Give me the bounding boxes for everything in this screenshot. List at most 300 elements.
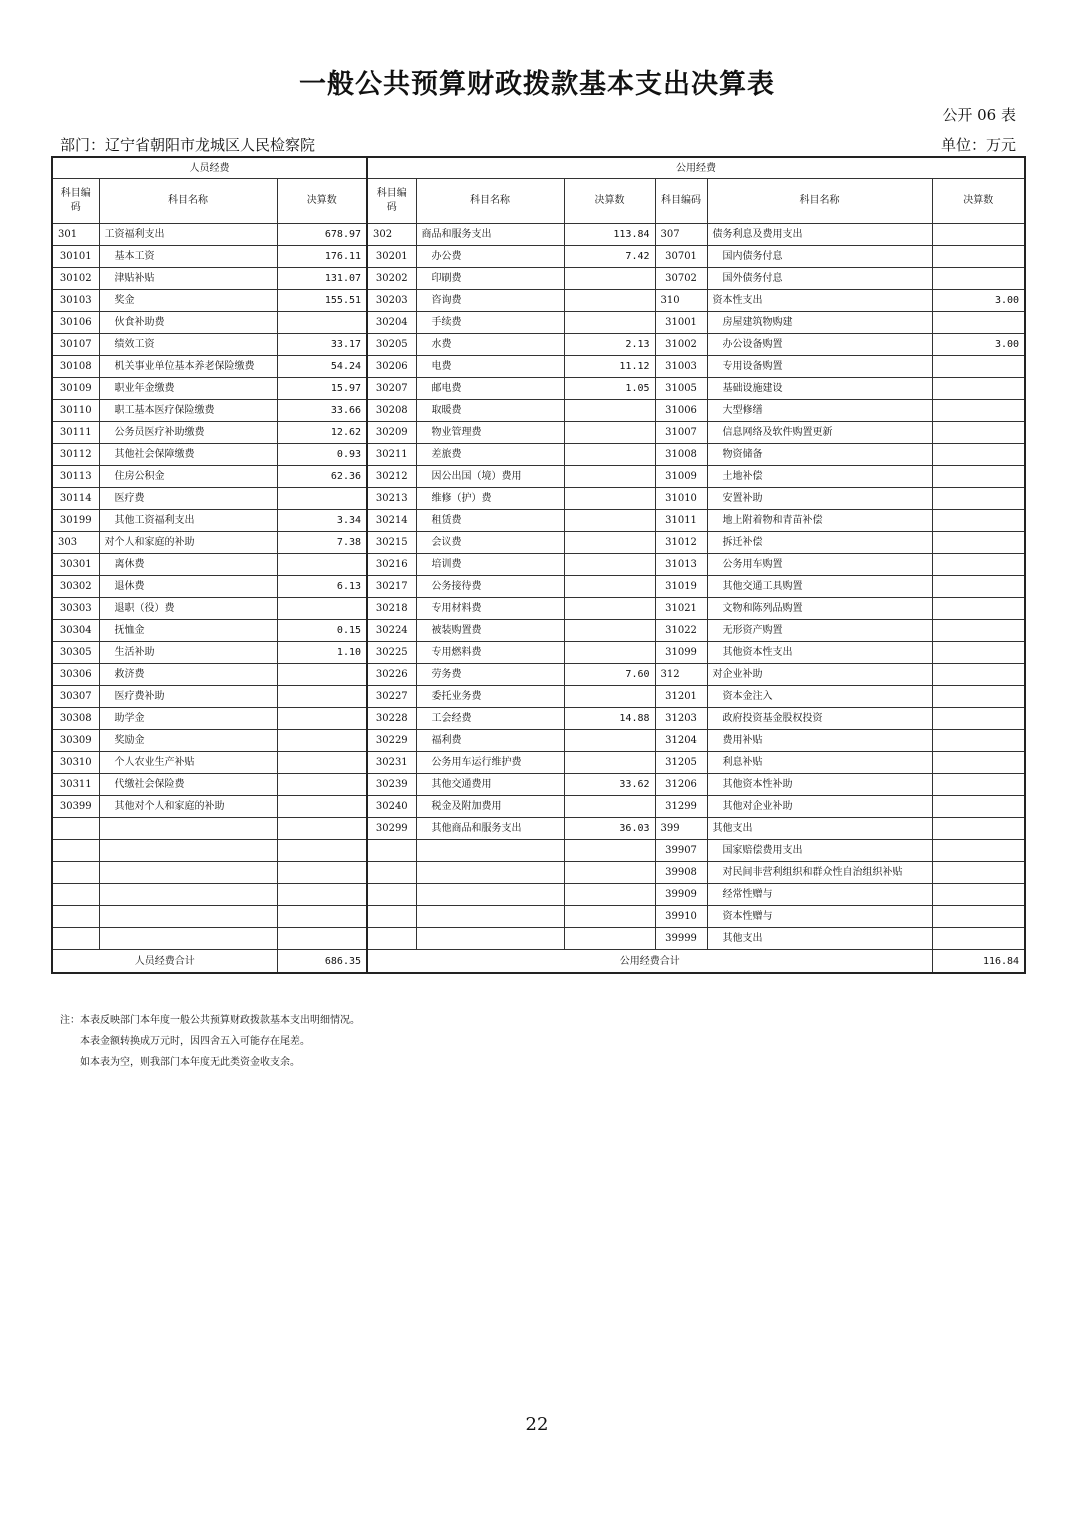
cell-amount: 12.62 [277, 422, 367, 444]
cell-amount [932, 752, 1025, 774]
cell-name: 会议费 [416, 532, 564, 554]
cell-amount [932, 576, 1025, 598]
table-row [52, 884, 1025, 906]
cell-name: 国内债务付息 [707, 246, 932, 268]
cell-code: 30307 [52, 686, 99, 708]
table-row [52, 224, 1025, 246]
cell-amount: 7.60 [564, 664, 655, 686]
cell-amount [932, 686, 1025, 708]
cell-code: 30201 [367, 246, 416, 268]
cell-name: 维修（护）费 [416, 488, 564, 510]
cell-amount [564, 642, 655, 664]
cell-amount [277, 818, 367, 840]
cell-name: 医疗费补助 [99, 686, 277, 708]
cell-amount [564, 598, 655, 620]
cell-name: 其他对企业补助 [707, 796, 932, 818]
cell-name: 办公设备购置 [707, 334, 932, 356]
header-amount: 决算数 [277, 179, 367, 224]
table-row [52, 708, 1025, 730]
cell-name: 政府投资基金股权投资 [707, 708, 932, 730]
cell-code [52, 884, 99, 906]
cell-code: 30206 [367, 356, 416, 378]
cell-code [367, 862, 416, 884]
cell-amount [932, 906, 1025, 928]
cell-amount [564, 268, 655, 290]
cell-name: 其他交通工具购置 [707, 576, 932, 598]
cell-code: 31204 [655, 730, 707, 752]
cell-code: 30305 [52, 642, 99, 664]
cell-code: 39907 [655, 840, 707, 862]
page-number: 22 [525, 1414, 549, 1435]
cell-name [99, 862, 277, 884]
table-row [52, 752, 1025, 774]
cell-amount [564, 620, 655, 642]
note-line: 本表金额转换成万元时，因四舍五入可能存在尾差。 [80, 1036, 310, 1047]
cell-name: 资本性赠与 [707, 906, 932, 928]
cell-code: 30107 [52, 334, 99, 356]
cell-code: 30304 [52, 620, 99, 642]
header-name: 科目名称 [707, 179, 932, 224]
cell-amount [932, 884, 1025, 906]
cell-amount [932, 708, 1025, 730]
table-row [52, 774, 1025, 796]
cell-amount [932, 378, 1025, 400]
cell-amount: 54.24 [277, 356, 367, 378]
cell-code: 30102 [52, 268, 99, 290]
cell-amount [932, 268, 1025, 290]
cell-code: 30213 [367, 488, 416, 510]
cell-amount [277, 884, 367, 906]
cell-code: 30216 [367, 554, 416, 576]
cell-amount: 1.05 [564, 378, 655, 400]
public-total-value: 116.84 [932, 950, 1025, 974]
cell-code: 30303 [52, 598, 99, 620]
cell-name: 医疗费 [99, 488, 277, 510]
cell-amount [564, 400, 655, 422]
cell-code: 30108 [52, 356, 99, 378]
table-row [52, 488, 1025, 510]
cell-amount: 6.13 [277, 576, 367, 598]
table-row [52, 532, 1025, 554]
cell-code: 30228 [367, 708, 416, 730]
cell-code: 30199 [52, 510, 99, 532]
cell-amount [277, 312, 367, 334]
cell-amount: 678.97 [277, 224, 367, 246]
cell-amount: 15.97 [277, 378, 367, 400]
table-row [52, 268, 1025, 290]
cell-name: 公务用车购置 [707, 554, 932, 576]
cell-code: 30310 [52, 752, 99, 774]
cell-amount [564, 488, 655, 510]
cell-code: 30211 [367, 444, 416, 466]
cell-amount [564, 730, 655, 752]
personnel-total-label: 人员经费合计 [52, 950, 277, 974]
cell-code: 30207 [367, 378, 416, 400]
cell-code: 30227 [367, 686, 416, 708]
table-row [52, 466, 1025, 488]
group-public: 公用经费 [367, 157, 1025, 179]
cell-code: 30208 [367, 400, 416, 422]
cell-code: 31007 [655, 422, 707, 444]
table-row [52, 642, 1025, 664]
cell-amount: 155.51 [277, 290, 367, 312]
cell-code [52, 862, 99, 884]
cell-name: 专用材料费 [416, 598, 564, 620]
cell-code: 31005 [655, 378, 707, 400]
cell-code: 30103 [52, 290, 99, 312]
cell-code: 30299 [367, 818, 416, 840]
cell-code: 30215 [367, 532, 416, 554]
cell-code: 30112 [52, 444, 99, 466]
cell-code: 30302 [52, 576, 99, 598]
cell-name: 文物和陈列品购置 [707, 598, 932, 620]
cell-name: 专用燃料费 [416, 642, 564, 664]
cell-code: 30309 [52, 730, 99, 752]
page-title: 一般公共预算财政拨款基本支出决算表 [299, 69, 775, 100]
cell-name: 电费 [416, 356, 564, 378]
cell-amount [277, 554, 367, 576]
cell-amount [564, 510, 655, 532]
cell-amount [277, 862, 367, 884]
cell-code: 301 [52, 224, 99, 246]
cell-name [99, 884, 277, 906]
cell-code: 310 [655, 290, 707, 312]
cell-code: 30702 [655, 268, 707, 290]
header-code: 科目编码 [52, 179, 99, 224]
notes [60, 1010, 360, 1073]
cell-amount [564, 686, 655, 708]
cell-amount [277, 708, 367, 730]
cell-name: 基础设施建设 [707, 378, 932, 400]
cell-code: 39999 [655, 928, 707, 950]
note-line: 如本表为空，则我部门本年度无此类资金收支余。 [80, 1057, 300, 1068]
header-code: 科目编码 [367, 179, 416, 224]
cell-name: 基本工资 [99, 246, 277, 268]
cell-amount [932, 312, 1025, 334]
cell-name: 印刷费 [416, 268, 564, 290]
table-row [52, 840, 1025, 862]
table-row [52, 444, 1025, 466]
cell-amount: 62.36 [277, 466, 367, 488]
cell-name: 咨询费 [416, 290, 564, 312]
cell-amount: 3.00 [932, 334, 1025, 356]
cell-name: 其他交通费用 [416, 774, 564, 796]
table-row [52, 312, 1025, 334]
cell-amount [277, 840, 367, 862]
cell-code: 30110 [52, 400, 99, 422]
cell-name: 被装购置费 [416, 620, 564, 642]
cell-code: 31012 [655, 532, 707, 554]
cell-name: 其他资本性补助 [707, 774, 932, 796]
cell-name: 退休费 [99, 576, 277, 598]
cell-name: 助学金 [99, 708, 277, 730]
cell-name: 对民间非营利组织和群众性自治组织补贴 [707, 862, 932, 884]
cell-amount [564, 884, 655, 906]
cell-code: 30217 [367, 576, 416, 598]
cell-amount [277, 928, 367, 950]
cell-amount [932, 554, 1025, 576]
cell-name: 安置补助 [707, 488, 932, 510]
cell-name [99, 818, 277, 840]
cell-name [99, 840, 277, 862]
cell-amount [564, 312, 655, 334]
cell-amount: 14.88 [564, 708, 655, 730]
cell-name: 机关事业单位基本养老保险缴费 [99, 356, 277, 378]
header-code: 科目编码 [655, 179, 707, 224]
cell-code [52, 840, 99, 862]
unit-label: 单位：万元 [940, 136, 1016, 154]
cell-amount [277, 730, 367, 752]
cell-name: 个人农业生产补贴 [99, 752, 277, 774]
cell-name: 费用补贴 [707, 730, 932, 752]
cell-code: 30308 [52, 708, 99, 730]
cell-amount [932, 444, 1025, 466]
cell-amount [564, 444, 655, 466]
header-name: 科目名称 [99, 179, 277, 224]
cell-code: 30231 [367, 752, 416, 774]
cell-code: 399 [655, 818, 707, 840]
cell-name [416, 862, 564, 884]
group-personnel: 人员经费 [52, 157, 367, 179]
cell-amount [932, 862, 1025, 884]
cell-name: 职业年金缴费 [99, 378, 277, 400]
cell-amount [564, 928, 655, 950]
cell-amount [564, 840, 655, 862]
table-row [52, 576, 1025, 598]
header-name: 科目名称 [416, 179, 564, 224]
table-row [52, 906, 1025, 928]
cell-name: 房屋建筑物购建 [707, 312, 932, 334]
table-row [52, 356, 1025, 378]
cell-code: 31021 [655, 598, 707, 620]
cell-name: 税金及附加费用 [416, 796, 564, 818]
cell-code: 39909 [655, 884, 707, 906]
table-row [52, 928, 1025, 950]
cell-name: 劳务费 [416, 664, 564, 686]
cell-name: 差旅费 [416, 444, 564, 466]
cell-amount [932, 510, 1025, 532]
cell-code: 312 [655, 664, 707, 686]
cell-name: 公务用车运行维护费 [416, 752, 564, 774]
cell-code: 303 [52, 532, 99, 554]
cell-code: 31001 [655, 312, 707, 334]
cell-name: 福利费 [416, 730, 564, 752]
cell-name [416, 884, 564, 906]
cell-code: 31022 [655, 620, 707, 642]
header-amount: 决算数 [932, 179, 1025, 224]
table-row [52, 730, 1025, 752]
cell-amount [564, 554, 655, 576]
cell-amount [932, 488, 1025, 510]
cell-amount [932, 224, 1025, 246]
cell-code: 31008 [655, 444, 707, 466]
cell-code: 31013 [655, 554, 707, 576]
cell-name: 取暖费 [416, 400, 564, 422]
cell-amount [277, 488, 367, 510]
cell-name: 利息补贴 [707, 752, 932, 774]
department-label: 部门：辽宁省朝阳市龙城区人民检察院 [60, 136, 316, 154]
cell-code: 30301 [52, 554, 99, 576]
cell-name: 其他支出 [707, 818, 932, 840]
cell-code: 31003 [655, 356, 707, 378]
table-row [52, 554, 1025, 576]
cell-amount [932, 664, 1025, 686]
table-row [52, 510, 1025, 532]
cell-name: 信息网络及软件购置更新 [707, 422, 932, 444]
cell-code: 30203 [367, 290, 416, 312]
cell-amount [932, 818, 1025, 840]
table-row [52, 818, 1025, 840]
cell-name: 大型修缮 [707, 400, 932, 422]
cell-name: 国外债务付息 [707, 268, 932, 290]
cell-amount: 3.34 [277, 510, 367, 532]
cell-amount: 2.13 [564, 334, 655, 356]
cell-code: 30306 [52, 664, 99, 686]
cell-amount: 33.62 [564, 774, 655, 796]
cell-name: 其他对个人和家庭的补助 [99, 796, 277, 818]
cell-name: 职工基本医疗保险缴费 [99, 400, 277, 422]
cell-name: 其他工资福利支出 [99, 510, 277, 532]
cell-amount [564, 796, 655, 818]
cell-name: 租赁费 [416, 510, 564, 532]
cell-name: 资本性支出 [707, 290, 932, 312]
public-total-label: 公用经费合计 [367, 950, 932, 974]
cell-code: 30113 [52, 466, 99, 488]
cell-code: 30111 [52, 422, 99, 444]
cell-amount: 113.84 [564, 224, 655, 246]
cell-name: 资本金注入 [707, 686, 932, 708]
cell-name: 因公出国（境）费用 [416, 466, 564, 488]
cell-code: 30701 [655, 246, 707, 268]
cell-name: 救济费 [99, 664, 277, 686]
cell-code: 31205 [655, 752, 707, 774]
cell-code: 31299 [655, 796, 707, 818]
cell-code: 31011 [655, 510, 707, 532]
cell-code: 30209 [367, 422, 416, 444]
cell-name: 对企业补助 [707, 664, 932, 686]
cell-code: 30240 [367, 796, 416, 818]
cell-amount: 11.12 [564, 356, 655, 378]
cell-name: 土地补偿 [707, 466, 932, 488]
cell-amount [277, 752, 367, 774]
cell-code: 31019 [655, 576, 707, 598]
table-row [52, 686, 1025, 708]
cell-amount [932, 246, 1025, 268]
cell-name: 经常性赠与 [707, 884, 932, 906]
cell-amount [564, 906, 655, 928]
cell-name: 培训费 [416, 554, 564, 576]
cell-code: 31203 [655, 708, 707, 730]
cell-name [99, 928, 277, 950]
table-row [52, 796, 1025, 818]
cell-amount [564, 466, 655, 488]
table-row [52, 290, 1025, 312]
cell-amount [277, 796, 367, 818]
table-row [52, 334, 1025, 356]
cell-name: 其他支出 [707, 928, 932, 950]
cell-code [367, 840, 416, 862]
cell-amount [564, 290, 655, 312]
cell-name: 离休费 [99, 554, 277, 576]
cell-amount [564, 752, 655, 774]
cell-code: 30225 [367, 642, 416, 664]
cell-name: 奖励金 [99, 730, 277, 752]
cell-name: 工资福利支出 [99, 224, 277, 246]
cell-code: 30212 [367, 466, 416, 488]
cell-code [52, 928, 99, 950]
cell-code [367, 928, 416, 950]
cell-name: 商品和服务支出 [416, 224, 564, 246]
cell-name: 住房公积金 [99, 466, 277, 488]
table-row [52, 246, 1025, 268]
cell-name: 其他商品和服务支出 [416, 818, 564, 840]
cell-name [416, 906, 564, 928]
cell-amount [277, 686, 367, 708]
cell-name: 水费 [416, 334, 564, 356]
cell-amount: 33.66 [277, 400, 367, 422]
cell-code: 30114 [52, 488, 99, 510]
cell-amount [277, 774, 367, 796]
personnel-total-value: 686.35 [277, 950, 367, 974]
cell-code: 31009 [655, 466, 707, 488]
cell-code: 30205 [367, 334, 416, 356]
cell-name: 抚恤金 [99, 620, 277, 642]
cell-name: 代缴社会保险费 [99, 774, 277, 796]
cell-amount [932, 400, 1025, 422]
cell-amount: 7.38 [277, 532, 367, 554]
cell-name: 其他资本性支出 [707, 642, 932, 664]
cell-name: 物资储备 [707, 444, 932, 466]
cell-name: 委托业务费 [416, 686, 564, 708]
cell-name: 退职（役）费 [99, 598, 277, 620]
cell-amount: 33.17 [277, 334, 367, 356]
cell-code: 31201 [655, 686, 707, 708]
cell-name: 手续费 [416, 312, 564, 334]
cell-amount: 131.07 [277, 268, 367, 290]
cell-code: 30202 [367, 268, 416, 290]
table-row [52, 598, 1025, 620]
cell-amount [277, 906, 367, 928]
cell-code: 30204 [367, 312, 416, 334]
cell-name: 公务员医疗补助缴费 [99, 422, 277, 444]
cell-code: 30106 [52, 312, 99, 334]
cell-name [99, 906, 277, 928]
cell-code [52, 906, 99, 928]
cell-name: 津贴补贴 [99, 268, 277, 290]
cell-amount [564, 422, 655, 444]
cell-code: 30399 [52, 796, 99, 818]
cell-amount [932, 532, 1025, 554]
cell-name: 伙食补助费 [99, 312, 277, 334]
table-row [52, 862, 1025, 884]
cell-amount [932, 840, 1025, 862]
table-row [52, 422, 1025, 444]
cell-name [416, 928, 564, 950]
cell-code: 30109 [52, 378, 99, 400]
totals-row [52, 950, 1025, 974]
cell-code: 30229 [367, 730, 416, 752]
cell-code [52, 818, 99, 840]
cell-amount: 3.00 [932, 290, 1025, 312]
cell-amount [277, 598, 367, 620]
cell-code [367, 884, 416, 906]
cell-name [416, 840, 564, 862]
cell-code: 30218 [367, 598, 416, 620]
cell-amount: 176.11 [277, 246, 367, 268]
expenditure-table [51, 156, 1026, 974]
cell-name: 办公费 [416, 246, 564, 268]
note-line: 注：本表反映部门本年度一般公共预算财政拨款基本支出明细情况。 [60, 1015, 360, 1026]
